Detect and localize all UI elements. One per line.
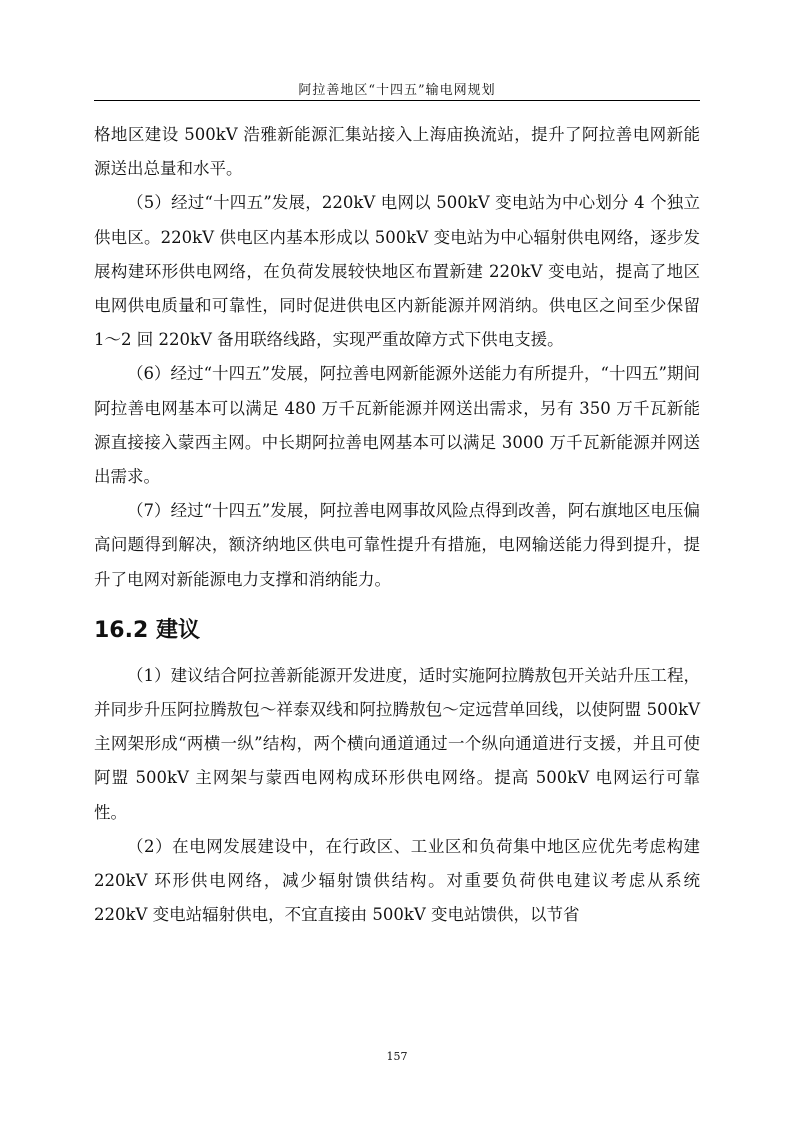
running-header: 阿拉善地区“十四五”输电网规划 — [298, 83, 496, 98]
paragraph-suggestion-1: （1）建议结合阿拉善新能源开发进度，适时实施阿拉腾敖包开关站升压工程，并同步升压阿拉腾敖包～祥泰双线和阿拉腾敖包～定远营单回线，以使阿盟 500kV 主网架形成“两横一纵”结构，两个横向通道通过一个纵向通道进行支援，并且可使阿盟 500kV 主网架与蒙西电网构成环形供电网络。提高 500kV 电网运行可靠性。 — [94, 665, 700, 822]
header-rule — [94, 100, 700, 101]
page-body — [94, 118, 700, 932]
section-heading: 16.2 建议 — [94, 617, 200, 643]
paragraph-item-6: （6）经过“十四五”发展，阿拉善电网新能源外送能力有所提升，“十四五”期间阿拉善电网基本可以满足 480 万千瓦新能源并网送出需求，另有 350 万千瓦新能源直接接入蒙西主网。中长期阿拉善电网基本可以满足 3000 万千瓦新能源并网送出需求。 — [94, 364, 700, 487]
page-number: 157 — [386, 1050, 408, 1063]
paragraph-item-7: （7）经过“十四五”发展，阿拉善电网事故风险点得到改善，阿右旗地区电压偏高问题得到解决，额济纳地区供电可靠性提升有措施，电网输送能力得到提升，提升了电网对新能源电力支撑和消纳能力。 — [94, 501, 700, 589]
paragraph-suggestion-2: （2）在电网发展建设中，在行政区、工业区和负荷集中地区应优先考虑构建 220kV 环形供电网络，减少辐射馈供结构。对重要负荷供电建议考虑从系统 220kV 变电站辐射供电，不宜直接由 500kV 变电站馈供，以节省 — [94, 836, 700, 925]
paragraph-item-5: （5）经过“十四五”发展，220kV 电网以 500kV 变电站为中心划分 4 个独立供电区。220kV 供电区内基本形成以 500kV 变电站为中心辐射供电网络，逐步发展构建环形供电网络，在负荷发展较快地区布置新建 220kV 变电站，提高了地区电网供电质量和可靠性，同时促进供电区内新能源并网消纳。供电区之间至少保留 1～2 回 220kV 备用联络线路，实现严重故障方式下供电支援。 — [94, 193, 700, 350]
paragraph-continuation: 格地区建设 500kV 浩雅新能源汇集站接入上海庙换流站，提升了阿拉善电网新能源送出总量和水平。 — [94, 125, 700, 179]
